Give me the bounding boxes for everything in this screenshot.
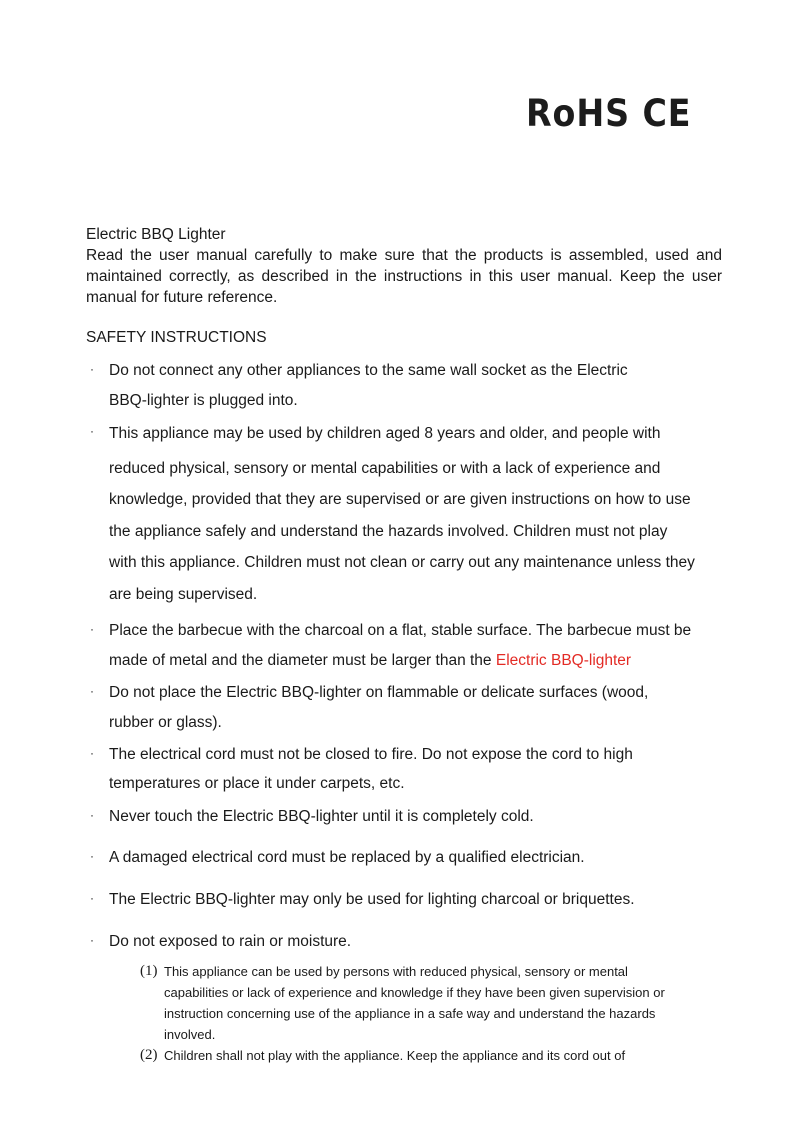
bullet-line: the appliance safely and understand the hazards involved. Children must not play bbox=[109, 522, 668, 540]
document-title: Electric BBQ Lighter bbox=[86, 226, 226, 243]
bullet-line: temperatures or place it under carpets, etc. bbox=[109, 775, 405, 792]
highlighted-product-name: Electric BBQ-lighter bbox=[495, 652, 632, 669]
bullet-line: The Electric BBQ-lighter may only be used for lighting charcoal or briquettes. bbox=[109, 891, 635, 908]
bullet-dot: · bbox=[90, 424, 94, 438]
bullet-dot: · bbox=[90, 849, 94, 863]
bullet-line: Place the barbecue with the charcoal on a flat, stable surface. The barbecue must be bbox=[109, 622, 692, 639]
bullet-line-text: made of metal and the diameter must be larger than the bbox=[109, 652, 496, 669]
rohs-ce-logo: RoHS CE bbox=[526, 92, 692, 135]
bullet-line: Never touch the Electric BBQ-lighter until it is completely cold. bbox=[109, 808, 534, 825]
bullet-line: Do not place the Electric BBQ-lighter on flammable or delicate surfaces (wood, bbox=[109, 684, 649, 701]
section-heading: SAFETY INSTRUCTIONS bbox=[86, 329, 267, 346]
item-number: (1) bbox=[140, 963, 158, 979]
numbered-line: involved. bbox=[164, 1027, 216, 1042]
bullet-line: The electrical cord must not be closed to fire. Do not expose the cord to high bbox=[109, 746, 633, 763]
bullet-line: A damaged electrical cord must be replaced by a qualified electrician. bbox=[109, 849, 585, 866]
bullet-dot: · bbox=[90, 622, 94, 636]
bullet-dot: · bbox=[90, 891, 94, 905]
bullet-dot: · bbox=[90, 933, 94, 947]
bullet-line: This appliance may be used by children aged 8 years and older, and people with bbox=[109, 425, 661, 442]
bullet-line: Do not exposed to rain or moisture. bbox=[109, 933, 352, 950]
numbered-line: This appliance can be used by persons with reduced physical, sensory or mental bbox=[164, 964, 628, 979]
bullet-line: BBQ-lighter is plugged into. bbox=[109, 392, 298, 409]
item-number: (2) bbox=[140, 1047, 158, 1063]
bullet-line: are being supervised. bbox=[109, 585, 258, 603]
bullet-line bbox=[109, 646, 729, 676]
numbered-line: instruction concerning use of the appliance in a safe way and understand the hazards bbox=[164, 1006, 656, 1021]
bullet-dot: · bbox=[90, 746, 94, 760]
bullet-line: rubber or glass). bbox=[109, 714, 222, 731]
bullet-dot: · bbox=[90, 684, 94, 698]
bullet-line: with this appliance. Children must not clean or carry out any maintenance unless they bbox=[109, 554, 695, 571]
numbered-line: Children shall not play with the appliance. Keep the appliance and its cord out of bbox=[164, 1048, 626, 1063]
numbered-line: capabilities or lack of experience and knowledge if they have been given supervision or bbox=[164, 985, 665, 1000]
bullet-dot: · bbox=[90, 808, 94, 822]
bullet-line: reduced physical, sensory or mental capabilities or with a lack of experience and bbox=[109, 459, 661, 477]
bullet-line: knowledge, provided that they are supervised or are given instructions on how to use bbox=[109, 491, 691, 508]
intro-paragraph: Read the user manual carefully to make sure that the products is assembled, used and maintained correctly, as described in the instructions in this user manual. Keep the user manual for future reference. bbox=[86, 247, 722, 306]
bullet-line: Do not connect any other appliances to the same wall socket as the Electric bbox=[109, 362, 628, 379]
bullet-dot: · bbox=[90, 362, 94, 376]
